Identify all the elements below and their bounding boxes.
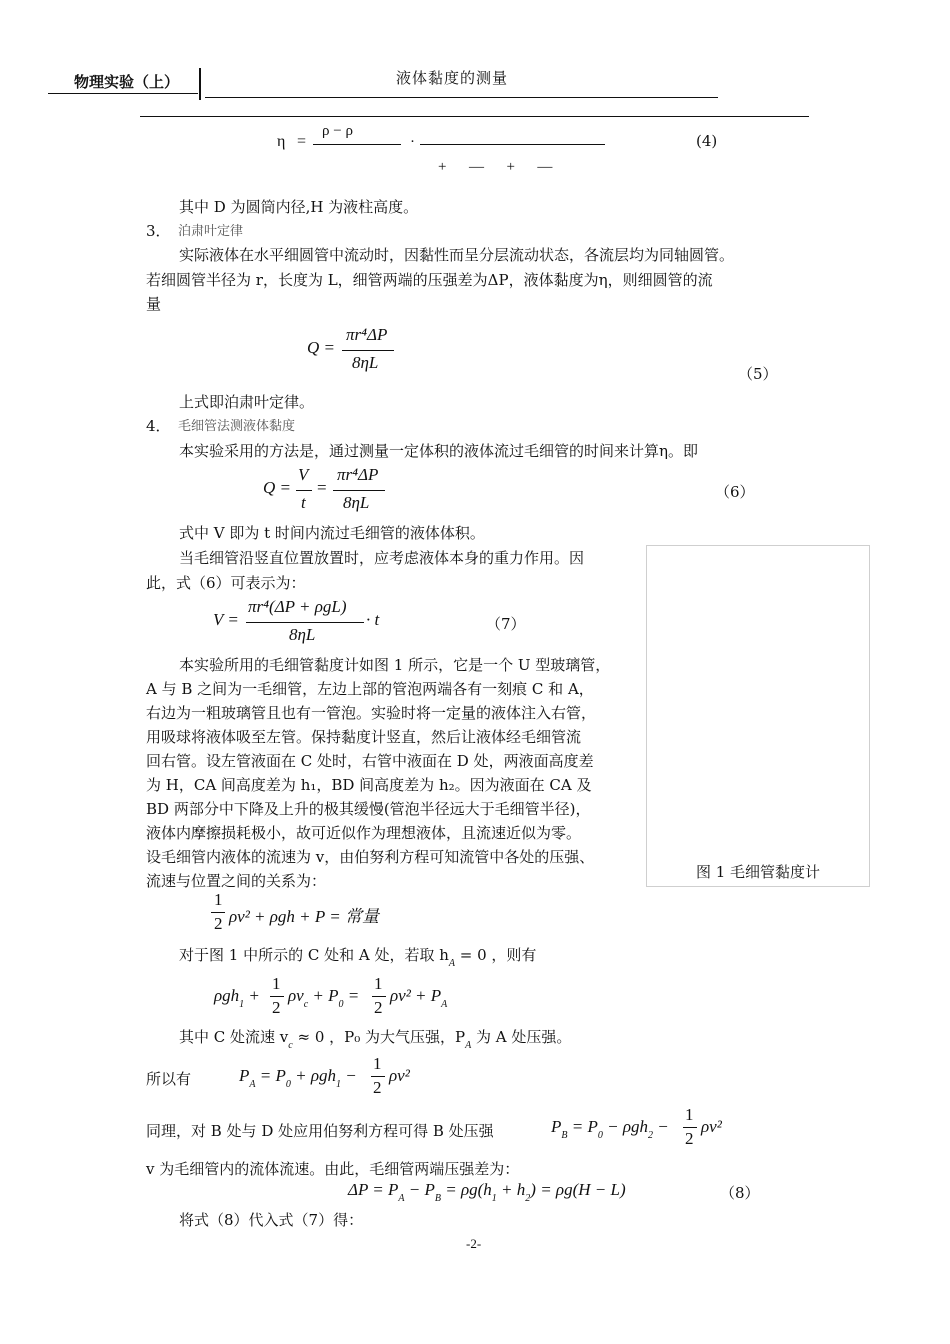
eq-CA-frac1-num: 1 bbox=[272, 974, 281, 993]
eq-PA-frac-num: 1 bbox=[373, 1054, 382, 1073]
eq-CA-frac2-num: 1 bbox=[374, 974, 383, 993]
eq-CA-p0: + P bbox=[312, 986, 339, 1005]
eq6-fraction-bar bbox=[333, 490, 385, 491]
section-3-label: 3． bbox=[146, 222, 171, 240]
text-soyou: 所以有 bbox=[146, 1070, 192, 1088]
eq-PB-sub0: 0 bbox=[597, 1130, 603, 1141]
text-last: 将式（8）代入式（7）得： bbox=[179, 1211, 364, 1229]
text-B: 同理，对 B 处与 D 处应用伯努利方程可得 B 处压强 bbox=[146, 1122, 494, 1140]
eq6-lhs: Q = bbox=[263, 478, 291, 497]
eq-CA-plus: + bbox=[248, 986, 260, 1005]
eq4-number: (4) bbox=[696, 132, 718, 150]
eq4-equals: = bbox=[297, 133, 307, 150]
eq-PA-minus: − bbox=[345, 1066, 357, 1085]
eq8 bbox=[348, 1180, 626, 1204]
eq-PA bbox=[239, 1066, 357, 1090]
eq-CA-mid bbox=[288, 986, 360, 1010]
eq6-numerator: πr⁴ΔP bbox=[337, 465, 379, 484]
eq-PA-mid: + ρgh bbox=[295, 1066, 336, 1085]
eq-CA-sub-A: A bbox=[441, 999, 448, 1010]
eq8-b: − P bbox=[404, 1180, 435, 1199]
eq-PB-mid: − ρgh bbox=[607, 1117, 648, 1136]
eq6-number: （6） bbox=[715, 483, 755, 501]
eq7-numerator: πr⁴(ΔP + ρgL) bbox=[248, 597, 347, 616]
eq5-fraction-bar bbox=[342, 350, 394, 351]
header-title: 液体黏度的测量 bbox=[396, 69, 509, 87]
eq-PB-lhs: P bbox=[551, 1117, 562, 1136]
eq-PB-tail: ρv² bbox=[701, 1117, 722, 1136]
text-CA-end: = 0 ，则有 bbox=[455, 946, 537, 964]
eq8-sub1: 1 bbox=[491, 1193, 497, 1204]
para3-line2: 若细圆管半径为 r，长度为 L，细管两端的压强差为ΔP，液体黏度为η，则细圆管的流 bbox=[146, 271, 713, 289]
eq-CA-eq: = bbox=[347, 986, 360, 1005]
header-underline-right bbox=[205, 97, 718, 98]
text-CA-sub: A bbox=[448, 958, 456, 969]
para4-3-line2: A 与 B 之间为一毛细管，左边上部的管泡两端各有一刻痕 C 和 A， bbox=[146, 680, 594, 698]
para4-line2b: 此，式（6）可表示为： bbox=[146, 574, 306, 592]
text-vc-sub: c bbox=[288, 1040, 293, 1051]
section-4-label: 4． bbox=[146, 417, 171, 435]
eq-bern-num: 1 bbox=[214, 890, 223, 909]
eq-PA-sub-A: A bbox=[249, 1079, 256, 1090]
eq5-lhs: Q = bbox=[307, 338, 335, 357]
eq-PA-sub1: 1 bbox=[336, 1079, 341, 1090]
text-vc-end: ≈ 0 ，P₀ 为大气压强，P bbox=[292, 1028, 466, 1046]
section-3-title: 泊肃叶定律 bbox=[178, 224, 244, 239]
eq4-fraction-bar-2 bbox=[420, 144, 605, 145]
para4-3-line3: 右边为一粗玻璃管且也有一管泡。实验时将一定量的液体注入右管， bbox=[146, 704, 597, 722]
text-v: v 为毛细管内的流体流速。由此，毛细管两端压强差为： bbox=[146, 1160, 520, 1178]
eq4-fraction-bar-1 bbox=[313, 144, 401, 145]
header-course: 物理实验（上） bbox=[74, 73, 180, 91]
eq-CA-frac2-bar bbox=[372, 996, 386, 997]
eq-PA-sub0: 0 bbox=[285, 1079, 291, 1090]
figure-1-box bbox=[646, 545, 870, 887]
eq-CA bbox=[214, 986, 260, 1010]
para3-line3: 量 bbox=[146, 295, 162, 313]
eq-PA-frac-bar bbox=[371, 1076, 385, 1077]
eq7-lhs: V = bbox=[213, 610, 239, 629]
eq-PB-frac-bar bbox=[683, 1127, 697, 1128]
eq4-denominator: + — + — bbox=[438, 159, 553, 175]
eq-PB-sub-B: B bbox=[561, 1130, 568, 1141]
eq8-d: + h bbox=[496, 1180, 526, 1199]
eq8-sub-B: B bbox=[434, 1193, 441, 1204]
eq-PA-tail: ρv² bbox=[389, 1066, 410, 1085]
eq5-denominator: 8ηL bbox=[352, 353, 379, 372]
para3-line1: 实际液体在水平细圆管中流动时，因黏性而呈分层流动状态，各流层均为同轴圆管。 bbox=[179, 246, 735, 264]
eq8-c: = ρg(h bbox=[441, 1180, 492, 1199]
eq-PA-frac-den: 2 bbox=[373, 1078, 382, 1097]
eq6-frac1-num: V bbox=[298, 465, 309, 484]
eq-CA-right bbox=[390, 986, 448, 1010]
para4-line2a: 当毛细管沿竖直位置放置时，应考虑液体本身的重力作用。因 bbox=[179, 549, 585, 567]
para4-3-line4: 用吸球将液体吸至左管。保持黏度计竖直，然后让液体经毛细管流 bbox=[146, 728, 582, 746]
text-D-H: 其中 D 为圆筒内径,H 为液柱高度。 bbox=[179, 198, 419, 216]
page-number: -2- bbox=[466, 1236, 482, 1251]
text-CA-main: 对于图 1 中所示的 C 处和 A 处，若取 h bbox=[179, 946, 449, 964]
para4-3-line5: 回右管。设左管液面在 C 处时，右管中液面在 D 处，两液面高度差 bbox=[146, 752, 594, 770]
eq7-fraction-bar bbox=[246, 622, 364, 623]
eq-bern-bar bbox=[211, 912, 225, 913]
eq8-a: ΔP = P bbox=[348, 1180, 399, 1199]
eq-PB-minus: − bbox=[657, 1117, 669, 1136]
eq-CA-sub-c: c bbox=[303, 999, 309, 1010]
eq6-denominator: 8ηL bbox=[343, 493, 370, 512]
eq-CA-frac1-bar bbox=[270, 996, 284, 997]
eq-PB-sub2: 2 bbox=[648, 1130, 653, 1141]
text-vc bbox=[179, 1026, 572, 1051]
eq-PA-eq: = P bbox=[259, 1066, 286, 1085]
eq8-number: （8） bbox=[720, 1184, 760, 1202]
eq-PB-frac-den: 2 bbox=[685, 1129, 694, 1148]
eq-PA-lhs: P bbox=[239, 1066, 250, 1085]
text-CA bbox=[179, 944, 537, 969]
eq-CA-sub1: 1 bbox=[239, 999, 245, 1010]
para4-3-line9: 设毛细管内液体的流速为 v，由伯努利方程可知流管中各处的压强、 bbox=[146, 848, 595, 866]
eq6-frac1-den: t bbox=[301, 493, 306, 512]
eq-PB-eq: = P bbox=[571, 1117, 598, 1136]
section-4-title: 毛细管法测液体黏度 bbox=[178, 419, 296, 434]
eq-CA-left: ρgh bbox=[214, 986, 240, 1005]
eq8-sub2: 2 bbox=[525, 1193, 531, 1204]
header-divider bbox=[199, 68, 201, 100]
eq8-sub-A: A bbox=[398, 1193, 405, 1204]
eq-bern-rest: ρv² + ρgh + P = 常量 bbox=[229, 907, 379, 926]
eq-CA-frac1-den: 2 bbox=[272, 998, 281, 1017]
eq6-frac1-bar bbox=[296, 490, 312, 491]
eq-PB bbox=[551, 1117, 669, 1141]
para4-3-line7: BD 两部分中下降及上升的极其缓慢(管泡半径远大于毛细管半径)， bbox=[146, 800, 591, 818]
eq7-number: （7） bbox=[486, 615, 526, 633]
eq-CA-mid-text: ρv bbox=[288, 986, 304, 1005]
para4-3-line6: 为 H，CA 间高度差为 h₁，BD 间高度差为 h₂。因为液面在 CA 及 bbox=[146, 776, 592, 794]
page-top-rule bbox=[140, 116, 809, 117]
eq5-number: （5） bbox=[738, 365, 778, 383]
eq4-dot: · bbox=[410, 134, 415, 150]
header-underline-left bbox=[48, 93, 198, 94]
eq4-numerator: ρ − ρ bbox=[322, 123, 353, 139]
text-poiseuille: 上式即泊肃叶定律。 bbox=[179, 393, 315, 411]
para4-3-line8: 液体内摩擦损耗极小，故可近似作为理想液体，且流速近似为零。 bbox=[146, 824, 582, 842]
para4-3-line10: 流速与位置之间的关系为： bbox=[146, 872, 327, 890]
figure-1-caption: 图 1 毛细管黏度计 bbox=[695, 863, 821, 881]
text-vc-main: 其中 C 处流速 v bbox=[179, 1028, 289, 1046]
text-vc-end2: 为 A 处压强。 bbox=[471, 1028, 572, 1046]
eq8-e: ) = ρg(H − L) bbox=[530, 1180, 626, 1199]
eq6-equals: = bbox=[317, 478, 327, 497]
eq7-denominator: 8ηL bbox=[289, 625, 316, 644]
eq5-numerator: πr⁴ΔP bbox=[346, 325, 388, 344]
eq-bern-den: 2 bbox=[214, 914, 223, 933]
eq-CA-sub0: 0 bbox=[338, 999, 344, 1010]
para4-line1: 本实验采用的方法是，通过测量一定体积的液体流过毛细管的时间来计算η。即 bbox=[179, 442, 698, 460]
eq7-tail: · t bbox=[366, 610, 380, 629]
text-vc-sub2: A bbox=[465, 1040, 472, 1051]
eq-CA-frac2-den: 2 bbox=[374, 998, 383, 1017]
eq-CA-right-text: ρv² + P bbox=[390, 986, 442, 1005]
eq-PB-frac-num: 1 bbox=[685, 1105, 694, 1124]
text-V-definition: 式中 V 即为 t 时间内流过毛细管的液体体积。 bbox=[179, 524, 485, 542]
para4-3-line1: 本实验所用的毛细管黏度计如图 1 所示，它是一个 U 型玻璃管， bbox=[179, 656, 611, 674]
eq4-lhs: η bbox=[277, 133, 286, 150]
